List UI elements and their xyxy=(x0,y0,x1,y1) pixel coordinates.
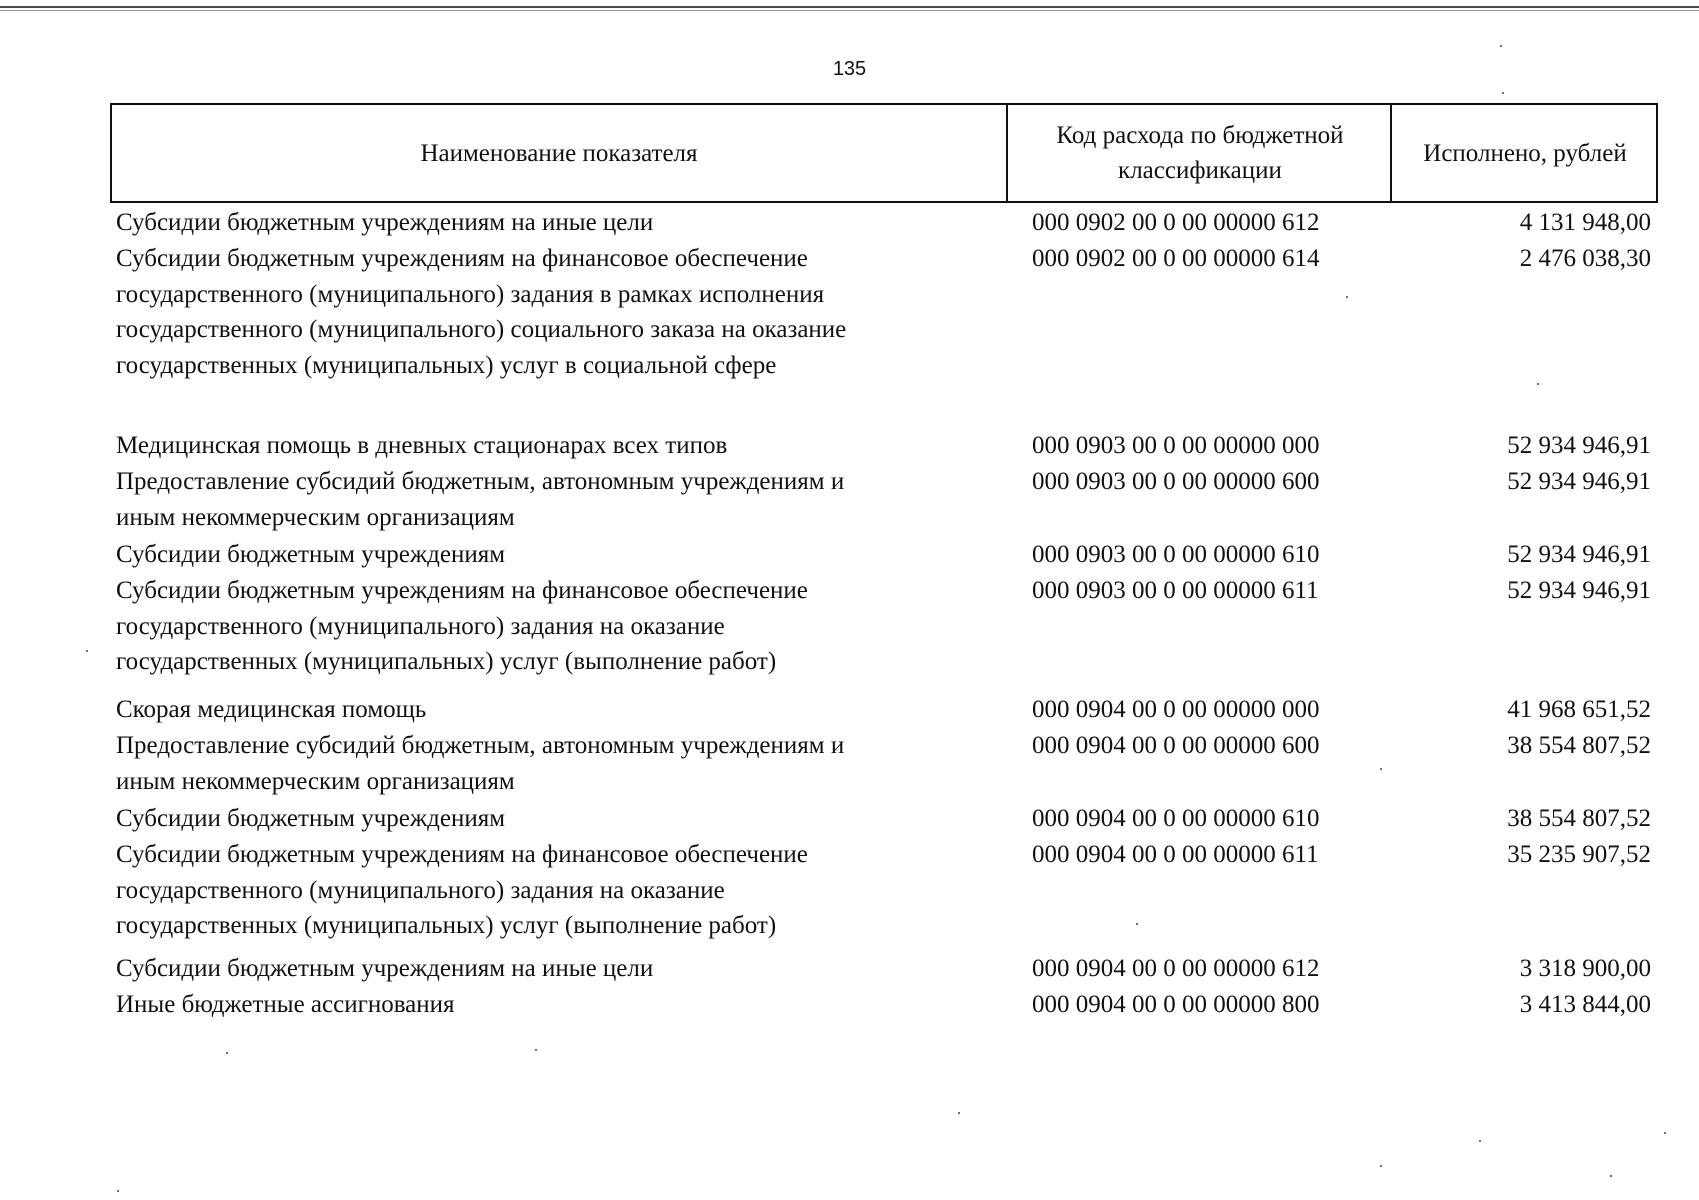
scan-speck xyxy=(1537,383,1539,385)
scan-speck xyxy=(535,1049,537,1051)
scan-speck xyxy=(1479,1140,1481,1142)
scan-speck xyxy=(1664,1132,1666,1134)
scan-speck xyxy=(958,1112,960,1114)
indicator-name-line: Скорая медицинская помощь xyxy=(116,696,427,723)
indicator-name-line: Субсидии бюджетным учреждениям xyxy=(116,541,506,568)
indicator-name-line: Субсидии бюджетным учреждениям на иные цели xyxy=(116,955,654,982)
scan-speck xyxy=(226,1052,228,1054)
page-top-border-inner xyxy=(0,10,1699,11)
scan-speck xyxy=(1380,768,1382,770)
indicator-name xyxy=(116,951,996,987)
scan-speck xyxy=(1610,1175,1612,1177)
expense-code: 000 0903 00 0 00 00000 611 xyxy=(1032,577,1319,604)
indicator-name-line: государственных (муниципальных) услуг (выполнение работ) xyxy=(116,648,777,675)
indicator-name xyxy=(116,801,996,837)
indicator-name xyxy=(116,987,996,1023)
executed-amount: 35 235 907,52 xyxy=(1507,841,1651,868)
header-name-column: Наименование показателя xyxy=(420,139,698,167)
executed-amount: 52 934 946,91 xyxy=(1507,468,1651,495)
expense-code: 000 0904 00 0 00 00000 611 xyxy=(1032,841,1319,868)
indicator-name-line: государственного (муниципального) социального заказа на оказание xyxy=(116,316,847,343)
scan-speck xyxy=(86,650,88,652)
executed-amount: 52 934 946,91 xyxy=(1507,577,1651,604)
indicator-name-line: Предоставление субсидий бюджетным, автономным учреждениям и xyxy=(116,732,845,759)
header-executed-column: Исполнено, рублей xyxy=(1390,105,1658,201)
expense-code: 000 0904 00 0 00 00000 600 xyxy=(1032,732,1320,759)
executed-amount: 41 968 651,52 xyxy=(1507,696,1651,723)
scan-speck xyxy=(1500,45,1502,47)
scan-speck xyxy=(1380,1165,1382,1167)
expense-code: 000 0903 00 0 00 00000 610 xyxy=(1032,541,1320,568)
indicator-name xyxy=(116,728,996,799)
indicator-name xyxy=(116,573,996,680)
expense-code: 000 0903 00 0 00 00000 600 xyxy=(1032,468,1320,495)
indicator-name xyxy=(116,692,996,728)
indicator-name xyxy=(116,537,996,573)
indicator-name-line: Субсидии бюджетным учреждениям на финансовое обеспечение xyxy=(116,245,808,272)
indicator-name xyxy=(116,464,996,535)
executed-amount: 38 554 807,52 xyxy=(1507,805,1651,832)
page-top-border xyxy=(0,6,1699,8)
expense-code: 000 0902 00 0 00 00000 614 xyxy=(1032,245,1320,272)
header-code-column xyxy=(1006,105,1392,201)
indicator-name-line: Субсидии бюджетным учреждениям на финансовое обеспечение xyxy=(116,577,808,604)
executed-amount: 4 131 948,00 xyxy=(1519,209,1651,236)
executed-amount: 3 413 844,00 xyxy=(1519,991,1651,1018)
indicator-name-line: Субсидии бюджетным учреждениям на иные цели xyxy=(116,209,654,236)
page-number: 135 xyxy=(832,58,867,80)
indicator-name xyxy=(116,241,996,383)
indicator-name xyxy=(116,205,996,241)
scan-speck xyxy=(117,1190,119,1192)
expense-code: 000 0904 00 0 00 00000 612 xyxy=(1032,955,1320,982)
executed-amount: 2 476 038,30 xyxy=(1519,245,1651,272)
indicator-name-line: Медицинская помощь в дневных стационарах всех типов xyxy=(116,432,728,459)
indicator-name-line: государственных (муниципальных) услуг в социальной сфере xyxy=(116,351,777,379)
indicator-name-line: государственных (муниципальных) услуг (выполнение работ) xyxy=(116,912,777,939)
indicator-name-line: Субсидии бюджетным учреждениям xyxy=(116,805,506,832)
indicator-name-line: государственного (муниципального) задания на оказание xyxy=(116,612,725,640)
expense-code: 000 0902 00 0 00 00000 612 xyxy=(1032,209,1320,236)
expense-code: 000 0904 00 0 00 00000 800 xyxy=(1032,991,1320,1018)
header-code-line-2: классификации xyxy=(1118,157,1282,184)
executed-amount: 52 934 946,91 xyxy=(1507,432,1651,459)
expense-code: 000 0903 00 0 00 00000 000 xyxy=(1032,432,1320,459)
executed-amount: 52 934 946,91 xyxy=(1507,541,1651,568)
indicator-name-line: государственного (муниципального) задания в рамках исполнения xyxy=(116,280,825,308)
executed-amount: 3 318 900,00 xyxy=(1519,955,1651,982)
executed-amount: 38 554 807,52 xyxy=(1507,732,1651,759)
indicator-name-line: Иные бюджетные ассигнования xyxy=(116,991,455,1018)
indicator-name-line: Предоставление субсидий бюджетным, автономным учреждениям и xyxy=(116,468,845,495)
indicator-name-line: иным некоммерческим организациям xyxy=(116,503,515,531)
header-code-line-1: Код расхода по бюджетной xyxy=(1056,122,1344,149)
table-header xyxy=(110,103,1658,203)
expense-code: 000 0904 00 0 00 00000 610 xyxy=(1032,805,1320,832)
indicator-name-line: государственного (муниципального) задания на оказание xyxy=(116,876,725,904)
scan-speck xyxy=(1136,923,1138,925)
scan-speck xyxy=(1346,296,1348,298)
indicator-name xyxy=(116,428,996,464)
indicator-name-line: иным некоммерческим организациям xyxy=(116,767,515,795)
indicator-name xyxy=(116,837,996,944)
expense-code: 000 0904 00 0 00 00000 000 xyxy=(1032,696,1320,723)
indicator-name-line: Субсидии бюджетным учреждениям на финансовое обеспечение xyxy=(116,841,808,868)
scan-speck xyxy=(1502,92,1504,94)
